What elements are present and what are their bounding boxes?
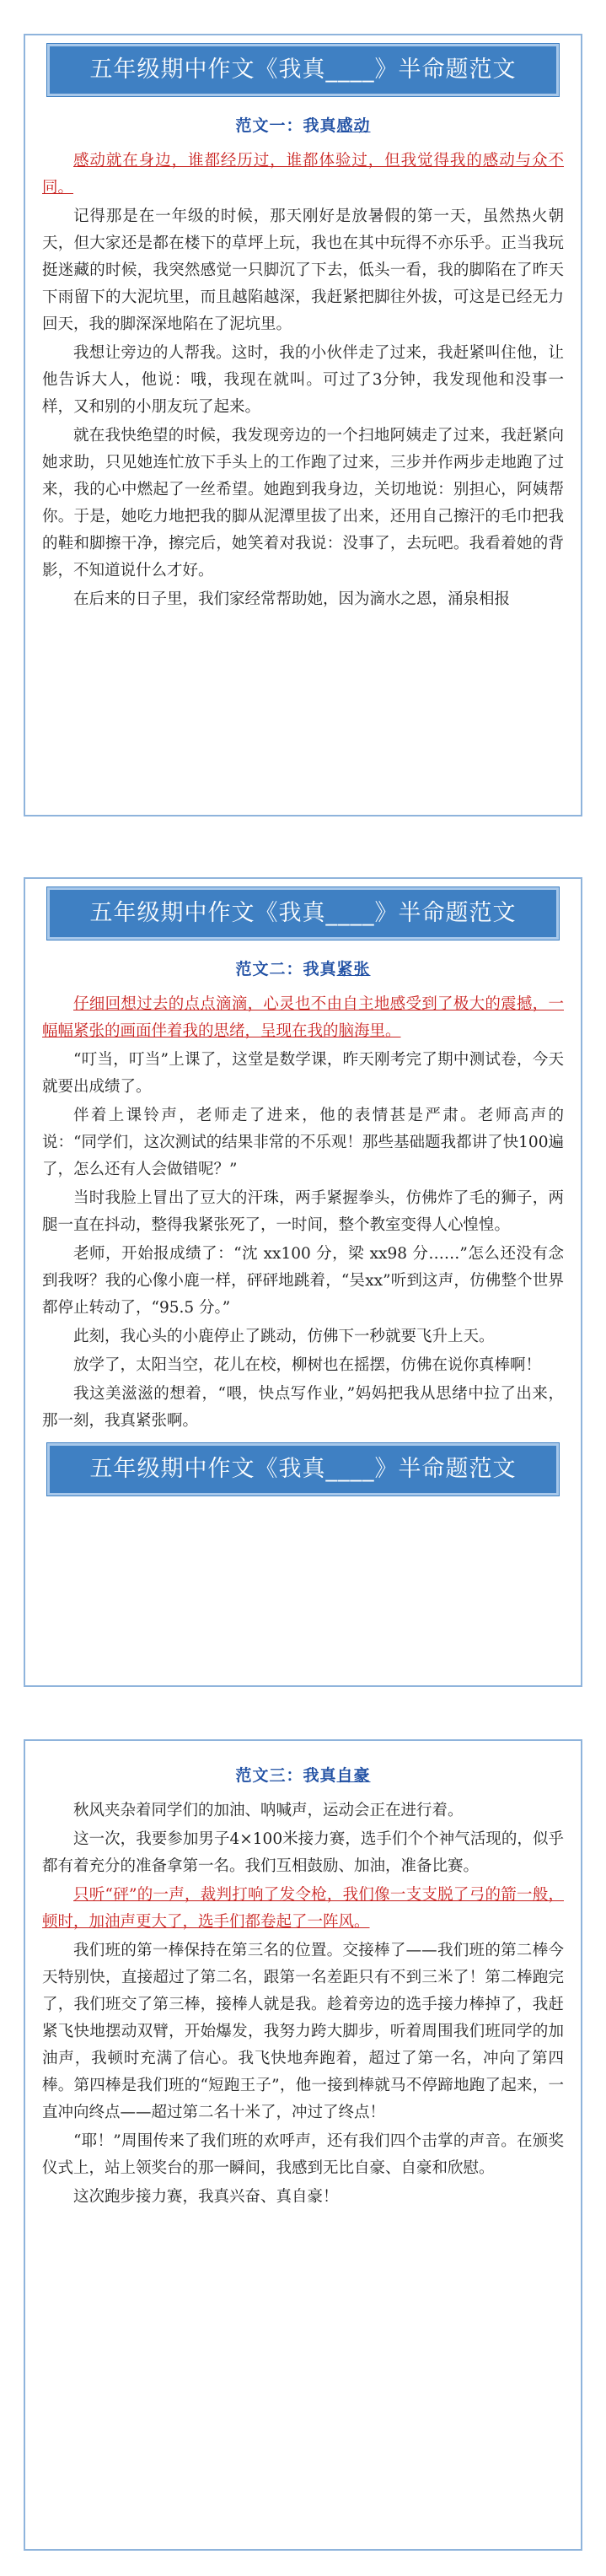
essay-paragraph: 我们班的第一棒保持在第三名的位置。交接棒了——我们班的第二棒今天特别快，直接超过了第二名，跟第一名差距只有不到三米了！第二棒跑完了，我们班交了第三棒，接棒人就是我。趁着旁边的选手接力棒掉了，我赶紧飞快地摆动双臂，开始爆发，我努力跨大脚步，听着周围我们班同学的加油声，我顿时充满了信心。我飞快地奔跑着，超过了第一名，冲向了第四棒。第四棒是我们班的“短跑王子”，他一接到棒就马不停蹄地跑了起来，一直冲向终点——超过第二名十米了，冲过了终点！ bbox=[42, 1942, 564, 2121]
essay-card-1 bbox=[24, 34, 582, 816]
subtitle-word: 紧张 bbox=[336, 960, 371, 978]
essay-paragraph: 放学了，太阳当空，花儿在校，柳树也在摇摆，仿佛在说你真棒啊！ bbox=[73, 1356, 542, 1374]
essay-subtitle bbox=[42, 1763, 564, 1786]
subtitle-prefix: 范文二：我真 bbox=[235, 960, 337, 978]
section-banner: 五年级期中作文《我真____》半命题范文 bbox=[47, 44, 559, 96]
subtitle-word: 自豪 bbox=[336, 1766, 371, 1785]
section-banner-footer: 五年级期中作文《我真____》半命题范文 bbox=[47, 1443, 559, 1495]
essay-subtitle bbox=[42, 113, 564, 136]
essay-paragraph: 秋风夹杂着同学们的加油、呐喊声，运动会正在进行着。 bbox=[73, 1802, 464, 1819]
essay-paragraph: 我这美滋滋的想着，“喂，快点写作业，”妈妈把我从思绪中拉了出来，那一刻，我真紧张啊。 bbox=[42, 1385, 564, 1430]
essay-paragraph-highlight: 只听“砰”的一声，裁判打响了发令枪，我们像一支支脱了弓的箭一般，顿时，加油声更大了，选手们都卷起了一阵风。 bbox=[42, 1886, 564, 1931]
essay-paragraph: 记得那是在一年级的时候，那天刚好是放暑假的第一天，虽然热火朝天，但大家还是都在楼下的草坪上玩，我也在其中玩得不亦乐乎。正当我玩挺迷藏的时候，我突然感觉一只脚沉了下去，低头一看，我的脚陷在了昨天下雨留下的大泥坑里，而且越陷越深，我赶紧把脚往外拔，可这是已经无力回天，我的脚深深地陷在了泥坑里。 bbox=[42, 207, 564, 333]
essay-paragraph: 老师，开始报成绩了：“沈 xx100 分，梁 xx98 分……”怎么还没有念到我呀？我的心像小鹿一样，砰砰地跳着，“吴xx”听到这声，仿佛整个世界都停止转动了，“95.5 分。” bbox=[42, 1245, 564, 1317]
essay-body bbox=[42, 1797, 564, 2211]
essay-paragraph: “叮当，叮当”上课了，这堂是数学课，昨天刚考完了期中测试卷，今天就要出成绩了。 bbox=[42, 1051, 564, 1096]
section-banner: 五年级期中作文《我真____》半命题范文 bbox=[47, 887, 559, 940]
essay-paragraph-highlight: 仔细回想过去的点点滴滴，心灵也不由自主地感受到了极大的震撼，一幅幅紧张的画面伴着我的思绪，呈现在我的脑海里。 bbox=[42, 995, 564, 1040]
essay-body bbox=[42, 148, 564, 613]
essay-paragraph: 在后来的日子里，我们家经常帮助她，因为滴水之恩，涌泉相报 bbox=[73, 590, 511, 608]
essay-paragraph: 这一次，我要参加男子4×100米接力赛，选手们个个神气活现的，似乎都有着充分的准备拿第一名。我们互相鼓励、加油，准备比赛。 bbox=[42, 1830, 564, 1875]
subtitle-prefix: 范文一：我真 bbox=[235, 116, 337, 135]
essay-paragraph-highlight: 感动就在身边，谁都经历过，谁都体验过，但我觉得我的感动与众不同。 bbox=[42, 152, 564, 197]
subtitle-word: 感动 bbox=[336, 116, 371, 135]
essay-paragraph: “耶！”周围传来了我们班的欢呼声，还有我们四个击掌的声音。在颁奖仪式上，站上领奖台的那一瞬间，我感到无比自豪、自豪和欣慰。 bbox=[42, 2132, 564, 2177]
essay-subtitle bbox=[42, 957, 564, 979]
essay-paragraph: 伴着上课铃声，老师走了进来，他的表情甚是严肃。老师高声的说：“同学们，这次测试的结果非常的不乐观！那些基础题我都讲了快100遍了，怎么还有人会做错呢？” bbox=[42, 1107, 564, 1178]
subtitle-prefix: 范文三：我真 bbox=[235, 1766, 337, 1785]
essay-paragraph: 我想让旁边的人帮我。这时，我的小伙伴走了过来，我赶紧叫住他，让他告诉大人，他说：哦，我现在就叫。可过了3分钟，我发现他和没事一样，又和别的小朋友玩了起来。 bbox=[42, 344, 564, 416]
essay-card-3 bbox=[24, 1739, 582, 2551]
essay-paragraph: 这次跑步接力赛，我真兴奋、真自豪！ bbox=[73, 2188, 339, 2206]
essay-paragraph: 此刻，我心头的小鹿停止了跳动，仿佛下一秒就要飞升上天。 bbox=[73, 1328, 495, 1345]
essay-card-2 bbox=[24, 877, 582, 1687]
essay-body bbox=[42, 991, 564, 1435]
essay-paragraph: 当时我脸上冒出了豆大的汗珠，两手紧握拳头，仿佛炸了毛的狮子，两腿一直在抖动，整得我紧张死了，一时间，整个教室变得人心惶惶。 bbox=[42, 1189, 564, 1234]
essay-paragraph: 就在我快绝望的时候，我发现旁边的一个扫地阿姨走了过来，我赶紧向她求助，只见她连忙放下手头上的工作跑了过来，三步并作两步走地跑了过来，我的心中燃起了一丝希望。她跑到我身边，关切地说：别担心，阿姨帮你。于是，她吃力地把我的脚从泥潭里拔了出来，还用自己擦汗的毛巾把我的鞋和脚擦干净，擦完后，她笑着对我说：没事了，去玩吧。我看着她的背影，不知道说什么才好。 bbox=[42, 427, 564, 579]
